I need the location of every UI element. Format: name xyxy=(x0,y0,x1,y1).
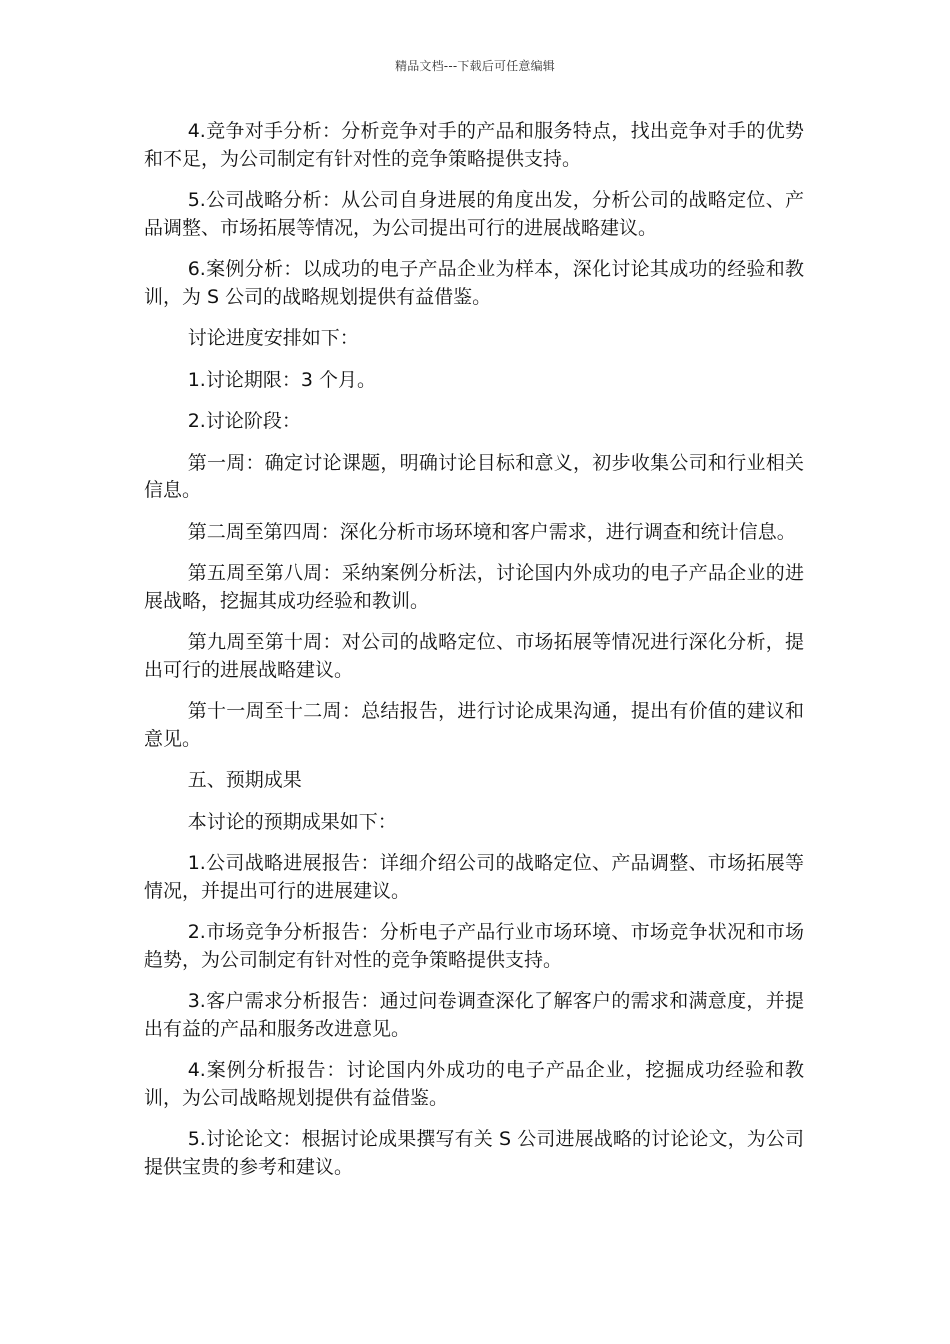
paragraph-result-customer-report: 3.客户需求分析报告：通过问卷调查深化了解客户的需求和满意度，并提出有益的产品和服务改进意见。 xyxy=(144,990,804,1040)
paragraph-week-2-4: 第二周至第四周：深化分析市场环境和客户需求，进行调查和统计信息。 xyxy=(187,520,796,543)
paragraph-result-case-report: 4.案例分析报告：讨论国内外成功的电子产品企业，挖掘成功经验和教训，为公司战略规划提供有益借鉴。 xyxy=(144,1059,804,1109)
paragraph-schedule-intro: 讨论进度安排如下： xyxy=(187,327,359,349)
section-heading-expected-results: 五、预期成果 xyxy=(187,769,302,791)
paragraph-week-1: 第一周：确定讨论课题，明确讨论目标和意义，初步收集公司和行业相关信息。 xyxy=(144,451,804,501)
paragraph-week-5-8: 第五周至第八周：采纳案例分析法，讨论国内外成功的电子产品企业的进展战略，挖掘其成功经验和教训。 xyxy=(144,562,804,612)
paragraph-results-intro: 本讨论的预期成果如下： xyxy=(187,810,397,833)
paragraph-result-market-report: 2.市场竞争分析报告：分析电子产品行业市场环境、市场竞争状况和市场趋势，为公司制定有针对性的竞争策略提供支持。 xyxy=(144,921,804,971)
paragraph-result-thesis: 5.讨论论文：根据讨论成果撰写有关 S 公司进展战略的讨论论文，为公司提供宝贵的参考和建议。 xyxy=(144,1128,804,1178)
paragraph-week-9-10: 第九周至第十周：对公司的战略定位、市场拓展等情况进行深化分析，提出可行的进展战略建议。 xyxy=(144,631,804,681)
paragraph-competitor-analysis: 4.竞争对手分析：分析竞争对手的产品和服务特点，找出竞争对手的优势和不足，为公司制定有针对性的竞争策略提供支持。 xyxy=(144,120,804,170)
paragraph-case-analysis: 6.案例分析：以成功的电子产品企业为样本，深化讨论其成功的经验和教训，为 S 公司的战略规划提供有益借鉴。 xyxy=(144,258,804,308)
paragraph-schedule-duration: 1.讨论期限：3 个月。 xyxy=(187,368,376,391)
page-header: 精品文档---下载后可任意编辑 xyxy=(395,59,555,73)
paragraph-result-strategy-report: 1.公司战略进展报告：详细介绍公司的战略定位、产品调整、市场拓展等情况，并提出可行的进展建议。 xyxy=(144,852,804,902)
paragraph-week-11-12: 第十一周至十二周：总结报告，进行讨论成果沟通，提出有价值的建议和意见。 xyxy=(144,700,804,750)
paragraph-schedule-stages: 2.讨论阶段： xyxy=(187,410,301,432)
paragraph-company-strategy-analysis: 5.公司战略分析：从公司自身进展的角度出发，分析公司的战略定位、产品调整、市场拓展等情况，为公司提出可行的进展战略建议。 xyxy=(144,189,804,239)
document-body xyxy=(144,118,804,1195)
